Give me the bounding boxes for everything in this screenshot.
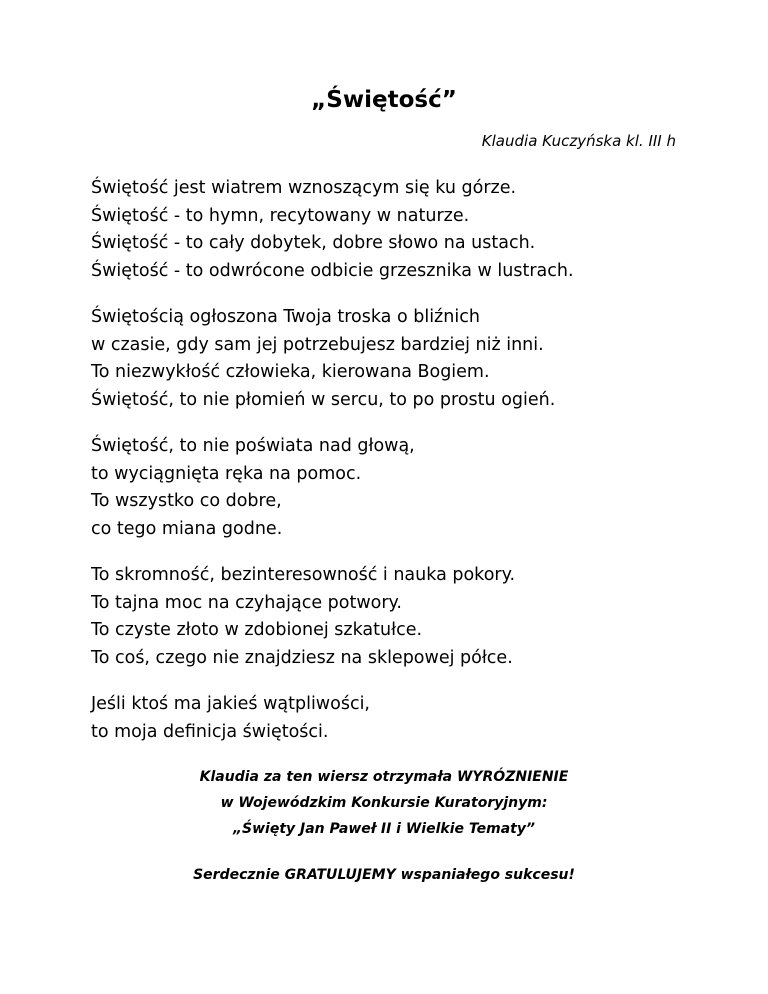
- poem-line: Jeśli ktoś ma jakieś wątpliwości,: [91, 694, 370, 714]
- poem-line: Świętość - to odwrócone odbicie grzesznika w lustrach.: [91, 260, 574, 281]
- poem-title: „Świętość”: [311, 87, 457, 113]
- poem-line: to wyciągnięta ręka na pomoc.: [91, 463, 362, 484]
- poem-line: Świętość - to cały dobytek, dobre słowo na ustach.: [91, 233, 536, 253]
- poem-line: To czyste złoto w zdobionej szkatułce.: [91, 620, 423, 640]
- poem-line: To wszystko co dobre,: [91, 491, 282, 511]
- award-line: Klaudia za ten wiersz otrzymała WYRÓZNIENIE: [199, 769, 569, 785]
- stanza: [91, 304, 691, 414]
- poem-author: Klaudia Kuczyńska kl. III h: [481, 132, 676, 150]
- stanza: [91, 562, 691, 672]
- poem-line: Świętość - to hymn, recytowany w naturze.: [91, 205, 470, 226]
- poem-line: co tego miana godne.: [91, 518, 283, 539]
- poem-line: To niezwykłość człowieka, kierowana Bogiem.: [91, 362, 490, 382]
- poem-line: Świętością ogłoszona Twoja troska o bliźnich: [91, 307, 480, 327]
- poem-line: w czasie, gdy sam jej potrzebujesz bardziej niż inni.: [91, 334, 544, 355]
- poem-line: To tajna moc na czyhające potwory.: [91, 592, 402, 613]
- poem-line: Świętość, to nie poświata nad głową,: [91, 436, 415, 456]
- award-note: [0, 764, 768, 888]
- congratulations-line: Serdecznie GRATULUJEMY wspaniałego sukcesu!: [193, 867, 575, 883]
- poem-line: Świętość jest wiatrem wznoszącym się ku górze.: [91, 178, 517, 198]
- poem-body: [91, 175, 691, 765]
- stanza: [91, 433, 691, 543]
- poem-line: To skromność, bezinteresowność i nauka pokory.: [91, 565, 516, 585]
- poem-line: Świętość, to nie płomień w sercu, to po prostu ogień.: [91, 389, 556, 410]
- stanza: [91, 175, 691, 285]
- award-line: w Wojewódzkim Konkursie Kuratoryjnym:: [220, 795, 548, 811]
- award-line: „Święty Jan Paweł II i Wielkie Tematy”: [233, 821, 535, 837]
- stanza: [91, 691, 691, 746]
- poem-line: To coś, czego nie znajdziesz na sklepowej półce.: [91, 647, 513, 668]
- poem-line: to moja definicja świętości.: [91, 721, 329, 742]
